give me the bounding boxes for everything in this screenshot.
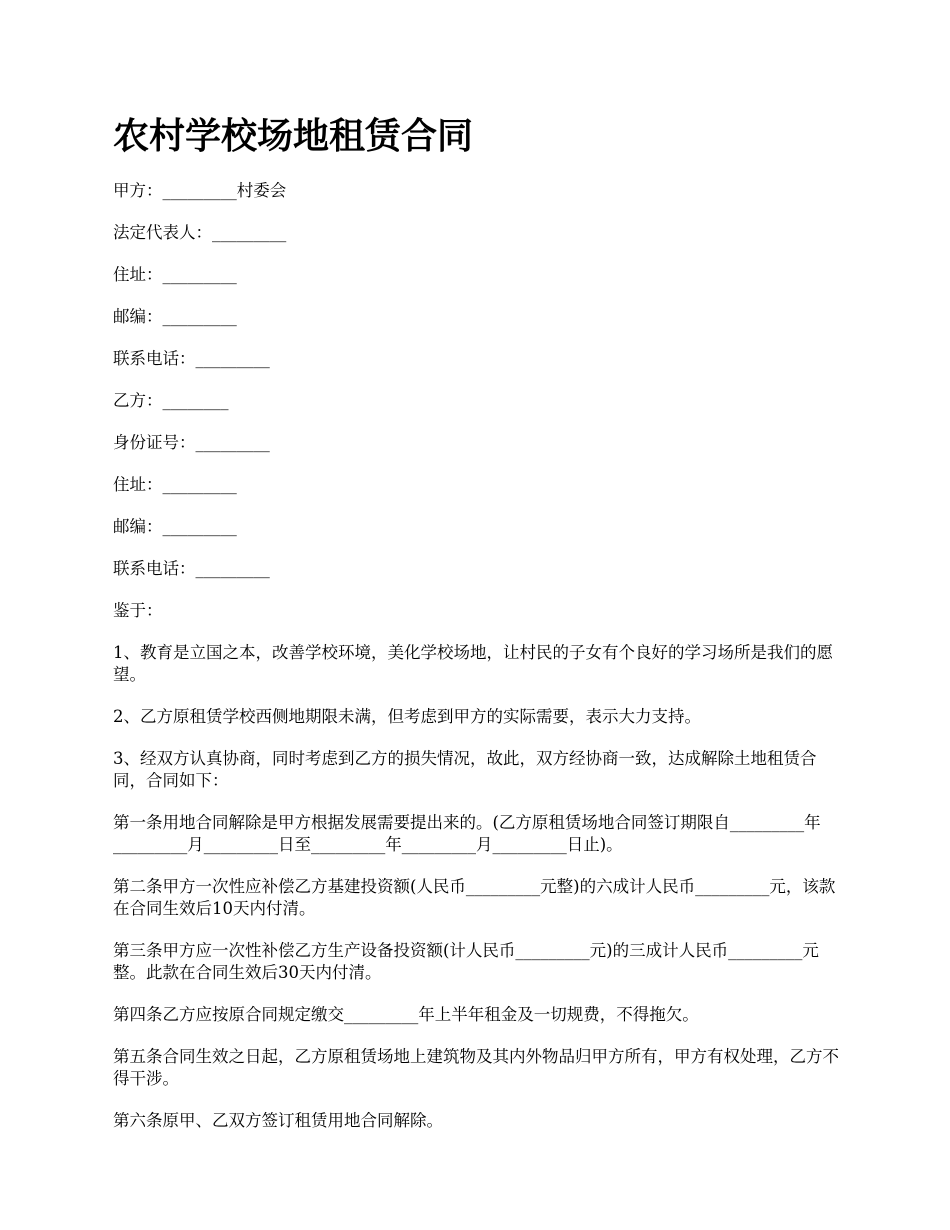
article-5: 第五条合同生效之日起，乙方原租赁场地上建筑物及其内外物品归甲方所有，甲方有权处理，乙方不得干涉。	[113, 1047, 839, 1088]
party-b-phone: 联系电话：_________	[113, 559, 270, 578]
document-body	[113, 180, 841, 1152]
article-1: 第一条用地合同解除是甲方根据发展需要提出来的。(乙方原租赁场地合同签订期限自_________年_________月_________日至_________年_________月_________日止)。	[113, 813, 821, 854]
whereas-item-2: 2、乙方原租赁学校西侧地期限未满，但考虑到甲方的实际需要，表示大力支持。	[113, 707, 701, 726]
article-6: 第六条原甲、乙双方签订租赁用地合同解除。	[113, 1111, 443, 1130]
party-a-postcode: 邮编：_________	[113, 307, 237, 326]
article-2: 第二条甲方一次性应补偿乙方基建投资额(人民币_________元整)的六成计人民币_________元，该款在合同生效后10天内付清。	[113, 877, 836, 918]
party-a-address: 住址：_________	[113, 265, 237, 284]
party-a-phone: 联系电话：_________	[113, 349, 270, 368]
whereas-item-3: 3、经双方认真协商，同时考虑到乙方的损失情况，故此，双方经协商一致，达成解除土地租赁合同，合同如下：	[113, 749, 817, 790]
party-b-postcode: 邮编：_________	[113, 517, 237, 536]
article-3: 第三条甲方应一次性补偿乙方生产设备投资额(计人民币_________元)的三成计人民币_________元整。此款在合同生效后30天内付清。	[113, 941, 819, 982]
party-b: 乙方：________	[113, 391, 229, 410]
whereas-item-1: 1、教育是立国之本，改善学校环境，美化学校场地，让村民的子女有个良好的学习场所是我们的愿望。	[113, 643, 833, 684]
party-a: 甲方：_________村委会	[113, 181, 287, 200]
party-b-address: 住址：_________	[113, 475, 237, 494]
article-4: 第四条乙方应按原合同规定缴交_________年上半年租金及一切规费，不得拖欠。	[113, 1005, 699, 1024]
party-b-id-number: 身份证号：_________	[113, 433, 270, 452]
whereas-heading: 鉴于：	[113, 601, 163, 620]
document-title: 农村学校场地租赁合同	[113, 115, 474, 157]
party-a-legal-representative: 法定代表人：_________	[113, 223, 287, 242]
